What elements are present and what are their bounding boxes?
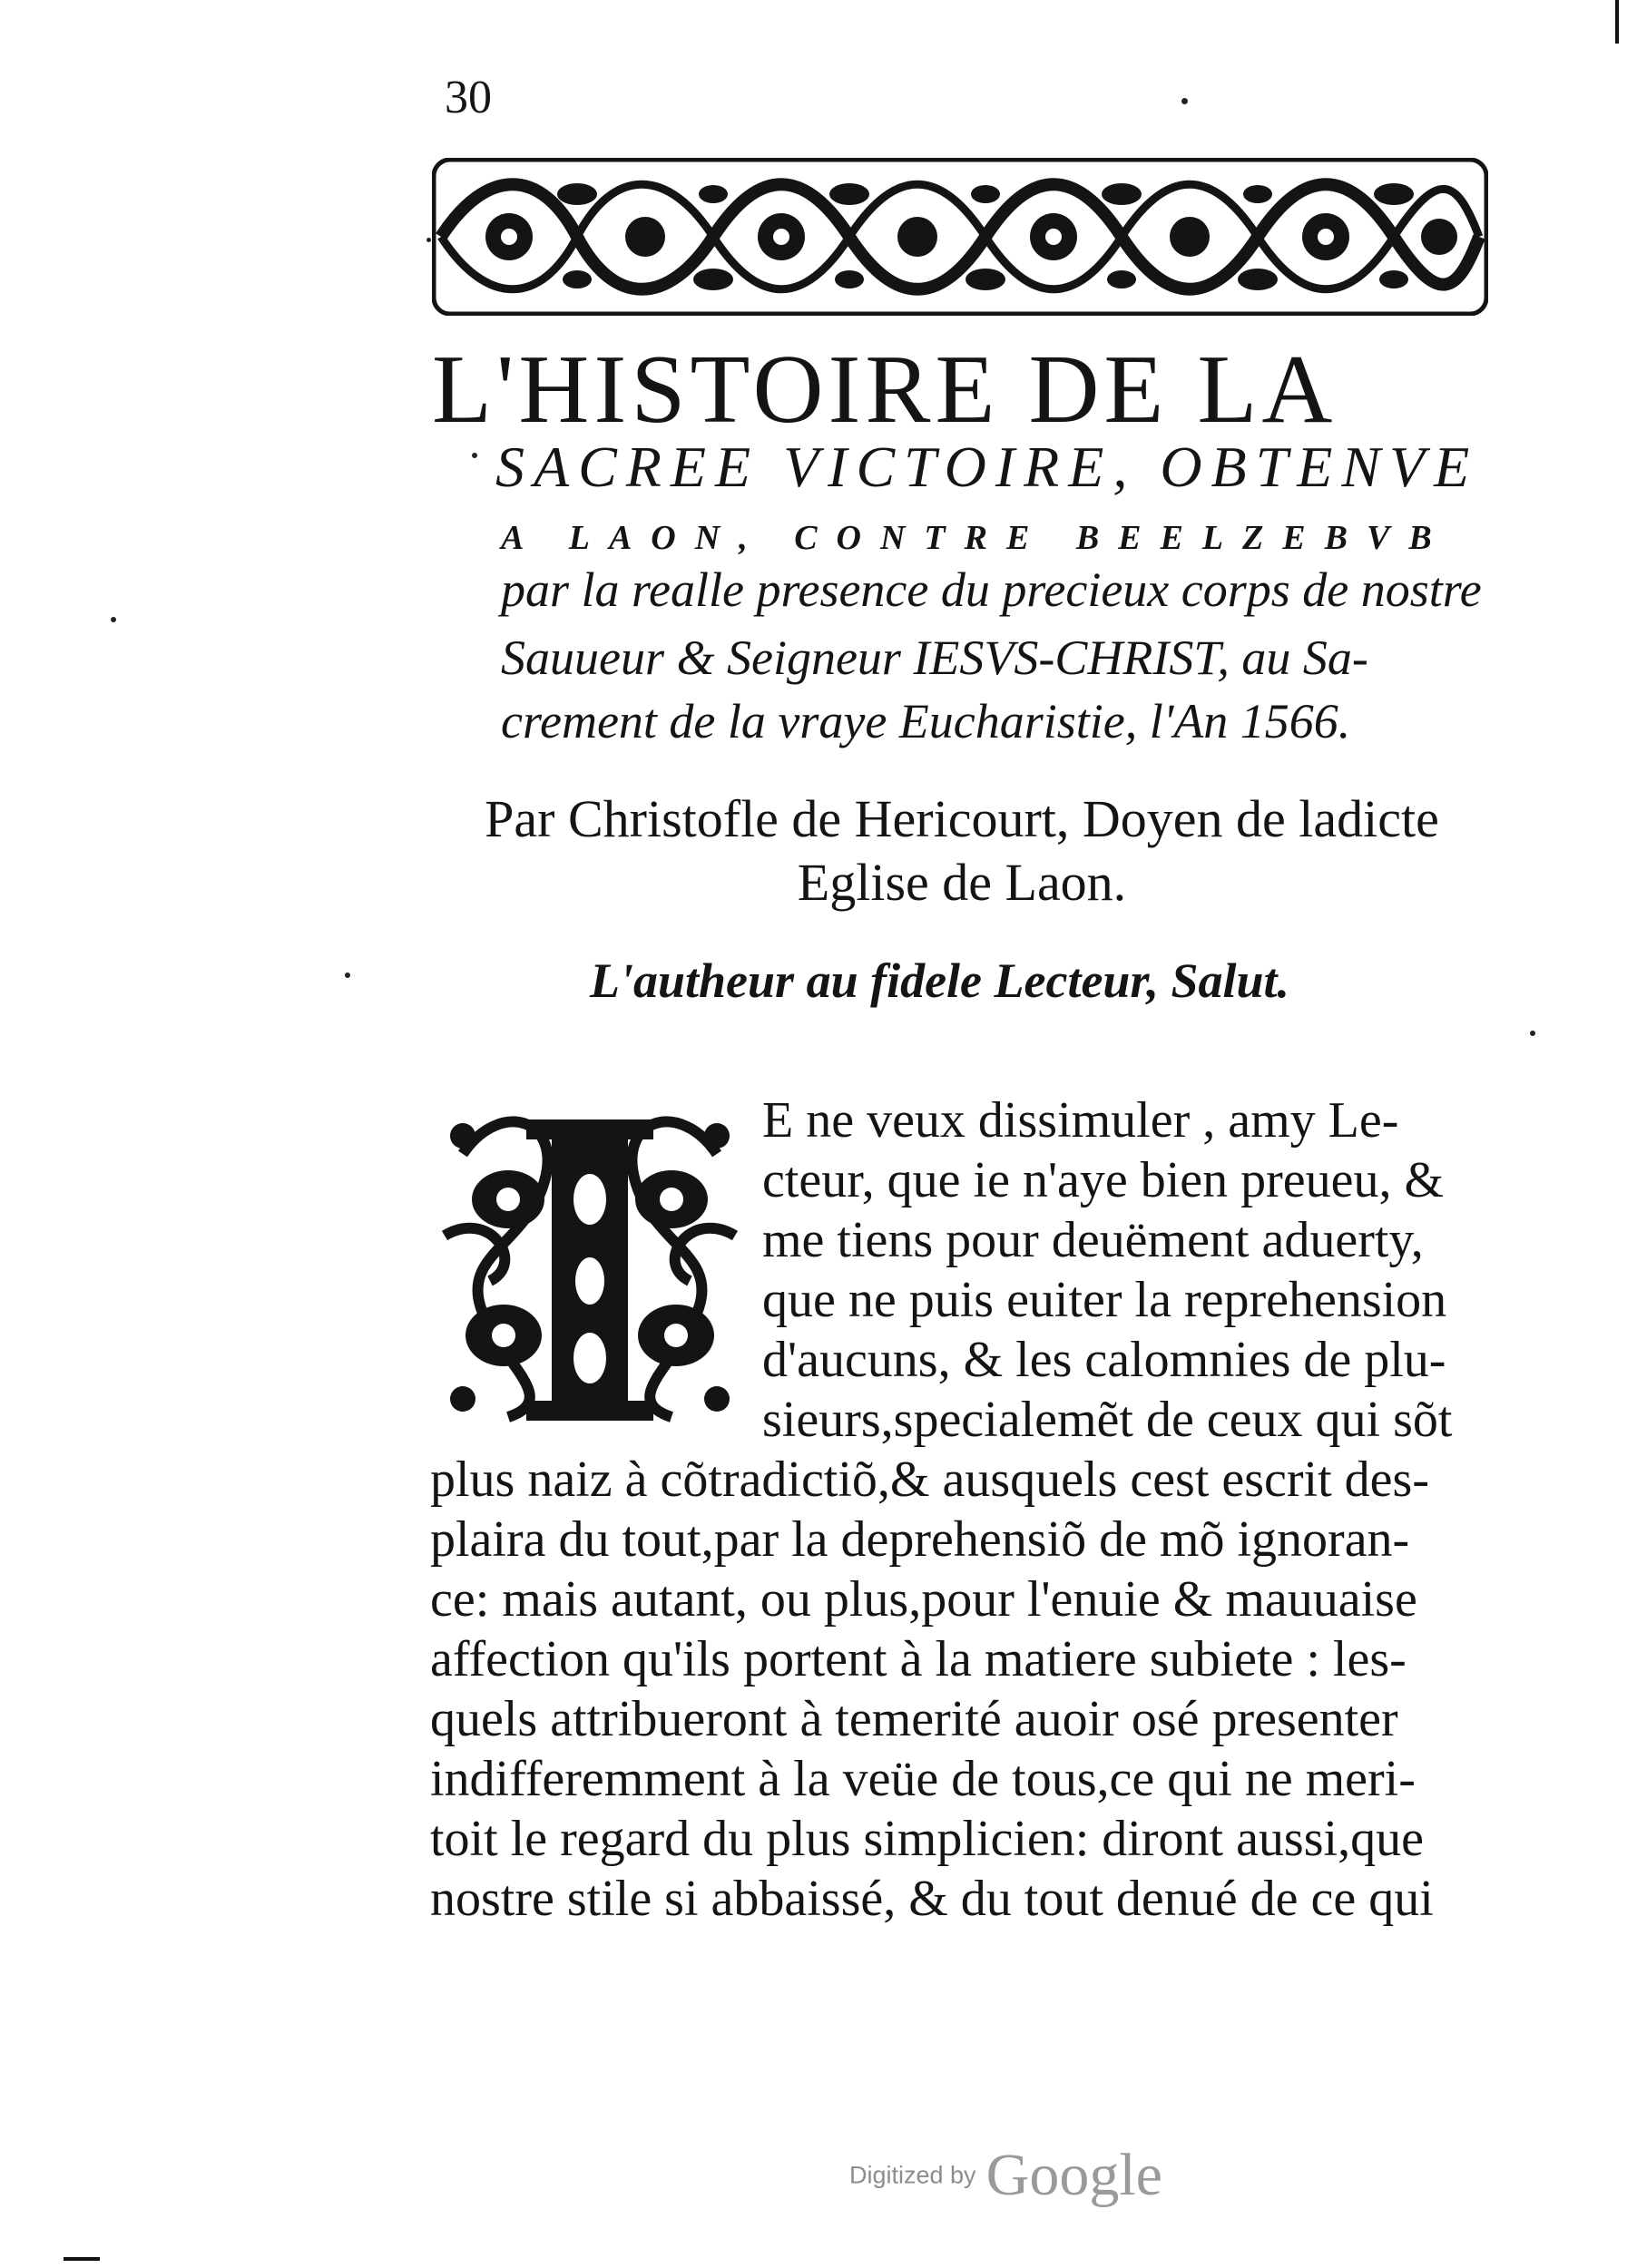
scan-speck: [345, 973, 350, 978]
author-line: Eglise de Laon.: [797, 853, 1127, 912]
subtitle-line: Sauueur & Seigneur IESVS-CHRIST, au Sa-: [501, 631, 1368, 685]
author-line: Par Christofle de Hericourt, Doyen de ladicte: [485, 789, 1439, 848]
title-line-1: L'HISTOIRE DE LA: [432, 336, 1338, 444]
ornamental-initial-i: [426, 1100, 753, 1435]
body-text-line: indifferemment à la veüe de tous,ce qui ne meri-: [430, 1751, 1416, 1807]
body-text-line: cteur, que ie n'aye bien preueu, &: [762, 1152, 1445, 1208]
body-text-line: toit le regard du plus simplicien: diront aussi,que: [430, 1811, 1424, 1867]
body-text-line: ce: mais autant, ou plus,pour l'enuie & mauuaise: [430, 1571, 1417, 1628]
scan-speck: [426, 238, 431, 242]
body-text-line: sieurs,specialemẽt de ceux qui sõt: [762, 1392, 1453, 1448]
body-text-line: nostre stile si abbaissé, & du tout denué de ce qui: [430, 1871, 1434, 1927]
body-text-line: me tiens pour deuëment aduerty,: [762, 1212, 1424, 1268]
body-text-line: plus naiz à cõtradictiõ,& ausquels cest escrit des-: [430, 1452, 1429, 1508]
subtitle-line: crement de la vraye Eucharistie, l'An 1566.: [501, 694, 1351, 748]
scan-edge-mark: [1615, 0, 1619, 44]
decorative-headpiece: [432, 158, 1488, 316]
scan-speck: [1530, 1031, 1535, 1036]
salutation-heading: L'autheur au fidele Lecteur, Salut.: [590, 953, 1290, 1008]
title-line-3: A LAON, CONTRE BEELZEBVB: [501, 519, 1451, 557]
google-logo: Google: [985, 2142, 1162, 2208]
body-text-line: E ne veux dissimuler , amy Le-: [762, 1092, 1399, 1149]
scan-speck: [111, 617, 116, 622]
body-text-line: plaira du tout,par la deprehensiõ de mõ ignoran-: [430, 1511, 1410, 1568]
body-text-line: que ne puis euiter la reprehension: [762, 1272, 1447, 1328]
subtitle-line: par la realle presence du precieux corps de nostre: [501, 562, 1482, 617]
body-text-line: affection qu'ils portent à la matiere subiete : les-: [430, 1631, 1407, 1687]
page-number: 30: [445, 72, 492, 123]
title-line-2: SACREE VICTOIRE, OBTENVE: [495, 435, 1479, 499]
scan-speck: [1181, 98, 1188, 104]
body-text-line: d'aucuns, & les calomnies de plu-: [762, 1332, 1446, 1388]
body-text-line: quels attribueront à temerité auoir osé presenter: [430, 1691, 1398, 1747]
scan-speck: [472, 453, 477, 458]
watermark-prefix: Digitized by: [849, 2161, 976, 2189]
scan-edge-mark: [64, 2257, 100, 2261]
digitization-watermark: [849, 2141, 1162, 2210]
